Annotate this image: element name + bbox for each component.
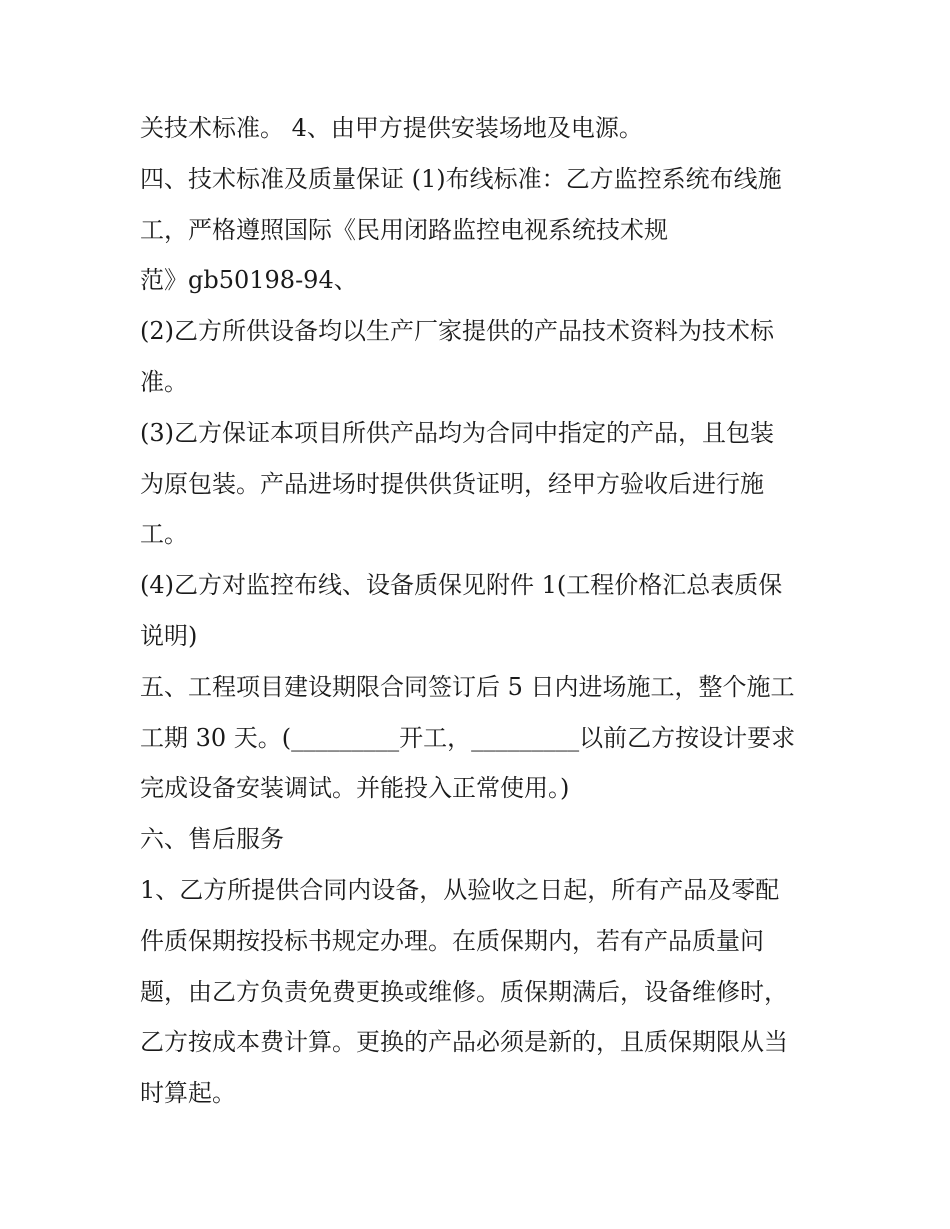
text-line: 完成设备安装调试。并能投入正常使用。): [140, 774, 570, 803]
text-line: 题，由乙方负责免费更换或维修。质保期满后，设备维修时，: [140, 977, 788, 1006]
text-line: 准。: [140, 367, 188, 396]
text-line: 说明): [140, 621, 198, 650]
text-line: 范》gb50198-94、: [140, 266, 358, 295]
text-line: 时算起。: [140, 1079, 236, 1108]
text-line: (4)乙方对监控布线、设备质保见附件 1(工程价格汇总表质保: [140, 571, 783, 600]
text-line: 关技术标准。 4、由甲方提供安装场地及电源。: [140, 114, 643, 142]
text-line: (2)乙方所供设备均以生产厂家提供的产品技术资料为技术标: [140, 317, 774, 346]
text-line: 乙方按成本费计算。更换的产品必须是新的，且质保期限从当: [140, 1028, 788, 1057]
text-line: 1、乙方所提供合同内设备，从验收之日起，所有产品及零配: [140, 875, 780, 904]
text-line: 六、售后服务: [140, 825, 284, 854]
contract-text: [140, 103, 820, 1119]
text-line: 工。: [140, 520, 188, 549]
text-line: 四、技术标准及质量保证 (1)布线标准：乙方监控系统布线施: [140, 164, 782, 193]
text-line: 五、工程项目建设期限合同签订后 5 日内进场施工，整个施工: [140, 672, 795, 701]
text-line: 工，严格遵照国际《民用闭路监控电视系统技术规: [140, 215, 668, 244]
text-line: (3)乙方保证本项目所供产品均为合同中指定的产品，且包装: [140, 418, 774, 447]
text-line: 件质保期按投标书规定办理。在质保期内，若有产品质量问: [140, 926, 764, 955]
text-line: 为原包装。产品进场时提供供货证明，经甲方验收后进行施: [140, 469, 764, 498]
text-line: 工期 30 天。(_________开工，_________以前乙方按设计要求: [140, 723, 796, 752]
